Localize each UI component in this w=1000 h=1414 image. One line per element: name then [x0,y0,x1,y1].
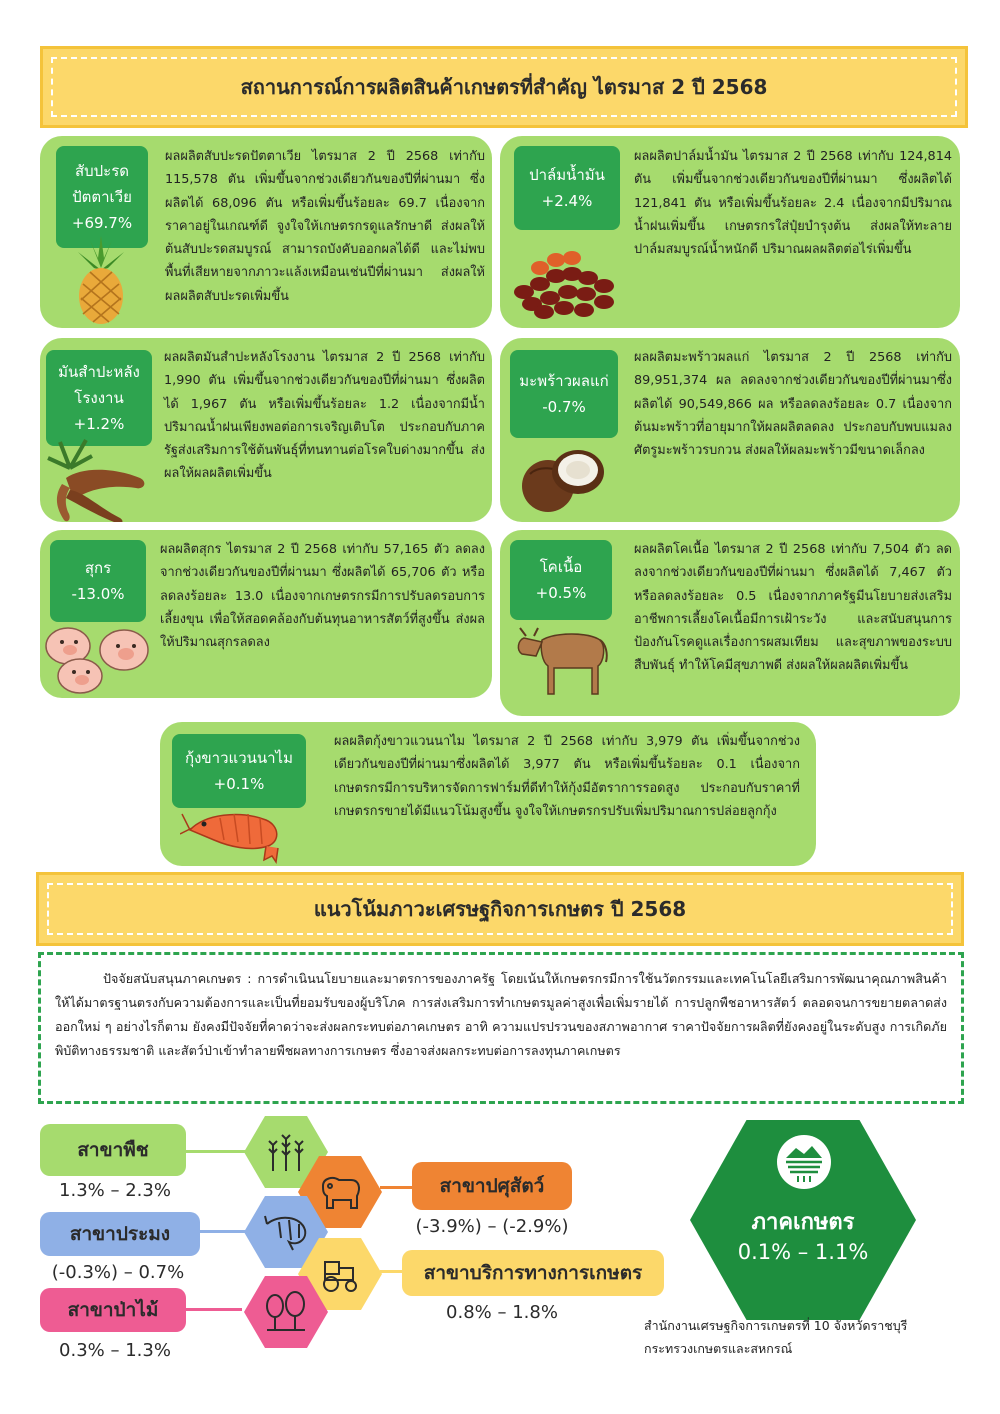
cow-head-icon [317,1172,363,1212]
product-change: +0.5% [535,584,587,602]
outlook-banner [36,872,964,946]
sector-forestry-range: 0.3% – 1.3% [59,1340,171,1361]
product-change: -13.0% [71,585,125,603]
coconut-icon [512,444,608,514]
description-coconut: ผลผลิตมะพร้าวผลแก่ ไตรมาส 2 ปี 2568 เท่ากับ 89,951,374 ผล ลดลงจากช่วงเดียวกันของปีที่ผ่านมาซึ่งผลิตได้ 90,549,866 ผล หรือลดลงร้อยละ 0.7 เนื่องจากต้นมะพร้าวที่อายุมากให้ผลผลิตลดลง ประกอบกับพบแมลงศัตรูมะพร้าวรบกวน ส่งผลให้ผลมะพร้าวมีขนาดเล็กลง [634,350,952,459]
product-change: -0.7% [542,398,586,416]
product-change: +0.1% [213,775,265,793]
sector-services-range: 0.8% – 1.8% [446,1302,558,1323]
product-name: มันสำปะหลัง [58,362,140,381]
outlook-text-box [38,952,964,1104]
product-name: สับปะรด [74,161,130,180]
tag-shrimp [172,734,306,808]
tractor-icon [317,1254,363,1294]
tag-beef-cattle [510,540,612,620]
sector-agriculture-range: 0.1% – 1.1% [737,1240,869,1264]
tag-oil-palm [514,146,620,230]
product-name: กุ้งขาวแวนนาไม [185,748,293,767]
connector-line [380,1186,414,1189]
product-name: โคเนื้อ [539,557,583,576]
product-change: +1.2% [73,415,125,434]
description-oil-palm: ผลผลิตปาล์มน้ำมัน ไตรมาส 2 ปี 2568 เท่ากับ 124,814 ตัน เพิ่มขึ้นจากช่วงเดียวกันของปีที่ผ่านมา ซึ่งผลิตได้ 121,841 ตัน หรือเพิ่มขึ้นร้อยละ 2.4 เนื่องจากมีปริมาณน้ำฝนเพิ่มขึ้น เกษตรกรใส่ปุ๋ยบำรุงต้น ส่งผลให้ทะลายปาล์มสมบูรณ์น้ำหนักดี ปริมาณผลผลิตต่อไร่เพิ่มขึ้น [634,149,952,258]
product-name: ปัตตาเวีย [72,187,132,206]
product-name: โรงงาน [74,388,124,407]
connector-line [186,1308,242,1311]
sector-forestry-label: สาขาป่าไม้ [40,1288,186,1332]
page-title: สถานการณ์การผลิตสินค้าเกษตรที่สำคัญ ไตรมาส 2 ปี 2568 [240,75,768,99]
tag-swine [50,540,146,622]
tag-coconut [510,350,618,438]
sector-crop-range: 1.3% – 2.3% [59,1180,171,1201]
tag-cassava [46,350,152,446]
pineapple-icon [70,236,132,326]
sector-services-label: สาขาบริการทางการเกษตร [402,1250,664,1296]
description-shrimp: ผลผลิตกุ้งขาวแวนนาไม ไตรมาส 2 ปี 2568 เท่ากับ 3,979 ตัน เพิ่มขึ้นจากช่วงเดียวกันของปีที่ผ่านมาซึ่งผลิตได้ 3,977 ตัน หรือเพิ่มขึ้นร้อยละ 0.1 เนื่องจากเกษตรกรมีการบริหารจัดการฟาร์มที่ดีทำให้กุ้งมีอัตราการรอดสูง ประกอบกับราคาที่เกษตรกรขายได้มีแนวโน้มสูงขึ้น จูงใจให้เกษตรกรปรับเพิ่มปริมาณการปล่อยลูกกุ้ง [334,734,800,819]
outlook-title: แนวโน้มภาวะเศรษฐกิจการเกษตร ปี 2568 [313,897,687,921]
sector-agriculture-label: ภาคเกษตร [751,1210,855,1235]
sector-fishery-label: สาขาประมง [40,1212,200,1256]
palm-fruit-icon [510,246,622,322]
sector-fishery-range: (-0.3%) – 0.7% [51,1262,185,1283]
shrimp-icon [180,806,290,864]
description-beef-cattle: ผลผลิตโคเนื้อ ไตรมาส 2 ปี 2568 เท่ากับ 7,504 ตัว ลดลงจากช่วงเดียวกันของปีที่ผ่านมา ซึ่งผลิตได้ 7,467 ตัว หรือลดลงร้อยละ 0.5 เนื่องจากภาครัฐมีนโยบายส่งเสริมอาชีพการเลี้ยงโคเนื้อมีการเฝ้าระวัง และสนับสนุนการป้องกันโรคดูแลเรื่องการผสมเทียม และสุขภาพของระบบสืบพันธุ์ ทำให้โคมีสุขภาพดี ส่งผลให้ผลผลิตเพิ่มขึ้น [634,542,952,674]
sector-livestock-label: สาขาปศุสัตว์ [412,1162,572,1210]
header-banner [40,46,968,128]
sector-livestock-range: (-3.9%) – (-2.9%) [415,1216,569,1237]
cow-icon [512,618,612,700]
product-name: ปาล์มน้ำมัน [529,165,605,184]
connector-line [380,1270,404,1273]
pig-icon [40,620,154,696]
description-pineapple: ผลผลิตสับปะรดปัตตาเวีย ไตรมาส 2 ปี 2568 เท่ากับ 115,578 ตัน เพิ่มขึ้นจากช่วงเดียวกันของปีที่ผ่านมา ซึ่งผลิตได้ 68,096 ตัน หรือเพิ่มขึ้นร้อยละ 69.7 เนื่องจากราคาอยู่ในเกณฑ์ดี จูงใจให้เกษตรกรดูแลรักษาดี ส่งผลให้ต้นสับปะรดสมบูรณ์ สามารถบังคับออกผลได้ดี และไม่พบพื้นที่เสียหายจากภาวะแล้งเหมือนเช่นปีที่ผ่านมา ส่งผลให้ผลผลิตสับปะรดเพิ่มขึ้น [165,149,485,304]
source-credit [644,1314,907,1360]
outlook-body: ปัจจัยสนับสนุนภาคเกษตร : การดำเนินนโยบายและมาตรการของภาครัฐ โดยเน้นให้เกษตรกรมีการใช้นวัตกรรมและเทคโนโลยีเสริมการพัฒนาคุณภาพสินค้าให้ได้มาตรฐานตรงกับความต้องการและเป็นที่ยอมรับของผู้บริโภค การส่งเสริมการทำเกษตรมูลค่าสูงเพื่อเพิ่มรายได้ การปลูกพืชอาหารสัตว์ ตลอดจนการขยายตลาดส่งออกใหม่ ๆ อย่างไรก็ตาม ยังคงมีปัจจัยที่คาดว่าจะส่งผลกระทบต่อภาคเกษตร อาทิ ความแปรปรวนของสภาพอากาศ ราคาปัจจัยการผลิตที่ยังคงอยู่ในระดับสูง การเกิดภัยพิบัติทางธรรมชาติ และสัตว์ป่าเข้าทำลายพืชผลทางการเกษตร ซึ่งอาจส่งผลกระทบต่อการลงทุนภาคเกษตร [55,971,947,1058]
source-ministry: กระทรวงเกษตรและสหกรณ์ [644,1341,793,1357]
product-name: สุกร [84,558,112,577]
farm-field-icon [776,1134,832,1190]
product-change: +2.4% [541,192,593,210]
tag-pineapple [56,146,148,248]
source-office: สำนักงานเศรษฐกิจการเกษตรที่ 10 จังหวัดราชบุรี [644,1318,908,1333]
product-change: +69.7% [71,214,133,233]
sector-crop-label: สาขาพืช [40,1124,186,1176]
connector-line [200,1230,246,1233]
description-cassava: ผลผลิตมันสำปะหลังโรงงาน ไตรมาส 2 ปี 2568 เท่ากับ 1,990 ตัน เพิ่มขึ้นจากช่วงเดียวกันของปีที่ผ่านมา ซึ่งผลิตได้ 1,967 ตัน หรือเพิ่มขึ้นร้อยละ 1.2 เนื่องจากมีน้ำปริมาณน้ำฝนเพียงพอต่อการเจริญเติบโต ประกอบกับภาครัฐส่งเสริมการใช้ต้นพันธุ์ที่ทนทานต่อโรคใบด่างมากขึ้น ส่งผลให้ผลผลิตเพิ่มขึ้น [164,350,485,482]
product-name: มะพร้าวผลแก่ [519,371,609,390]
wheat-icon [263,1129,309,1175]
trees-icon [263,1290,309,1334]
shrimp-outline-icon [263,1212,309,1252]
cassava-icon [40,438,154,522]
description-swine: ผลผลิตสุกร ไตรมาส 2 ปี 2568 เท่ากับ 57,165 ตัว ลดลงจากช่วงเดียวกันของปีที่ผ่านมา ซึ่งผลิตได้ 65,706 ตัว หรือลดลงร้อยละ 13.0 เนื่องจากเกษตรกรมีการปรับลดรอบการเลี้ยงขุน เพื่อให้สอดคล้องกับต้นทุนอาหารสัตว์ที่สูงขึ้น ส่งผลให้ปริมาณสุกรลดลง [160,542,485,651]
